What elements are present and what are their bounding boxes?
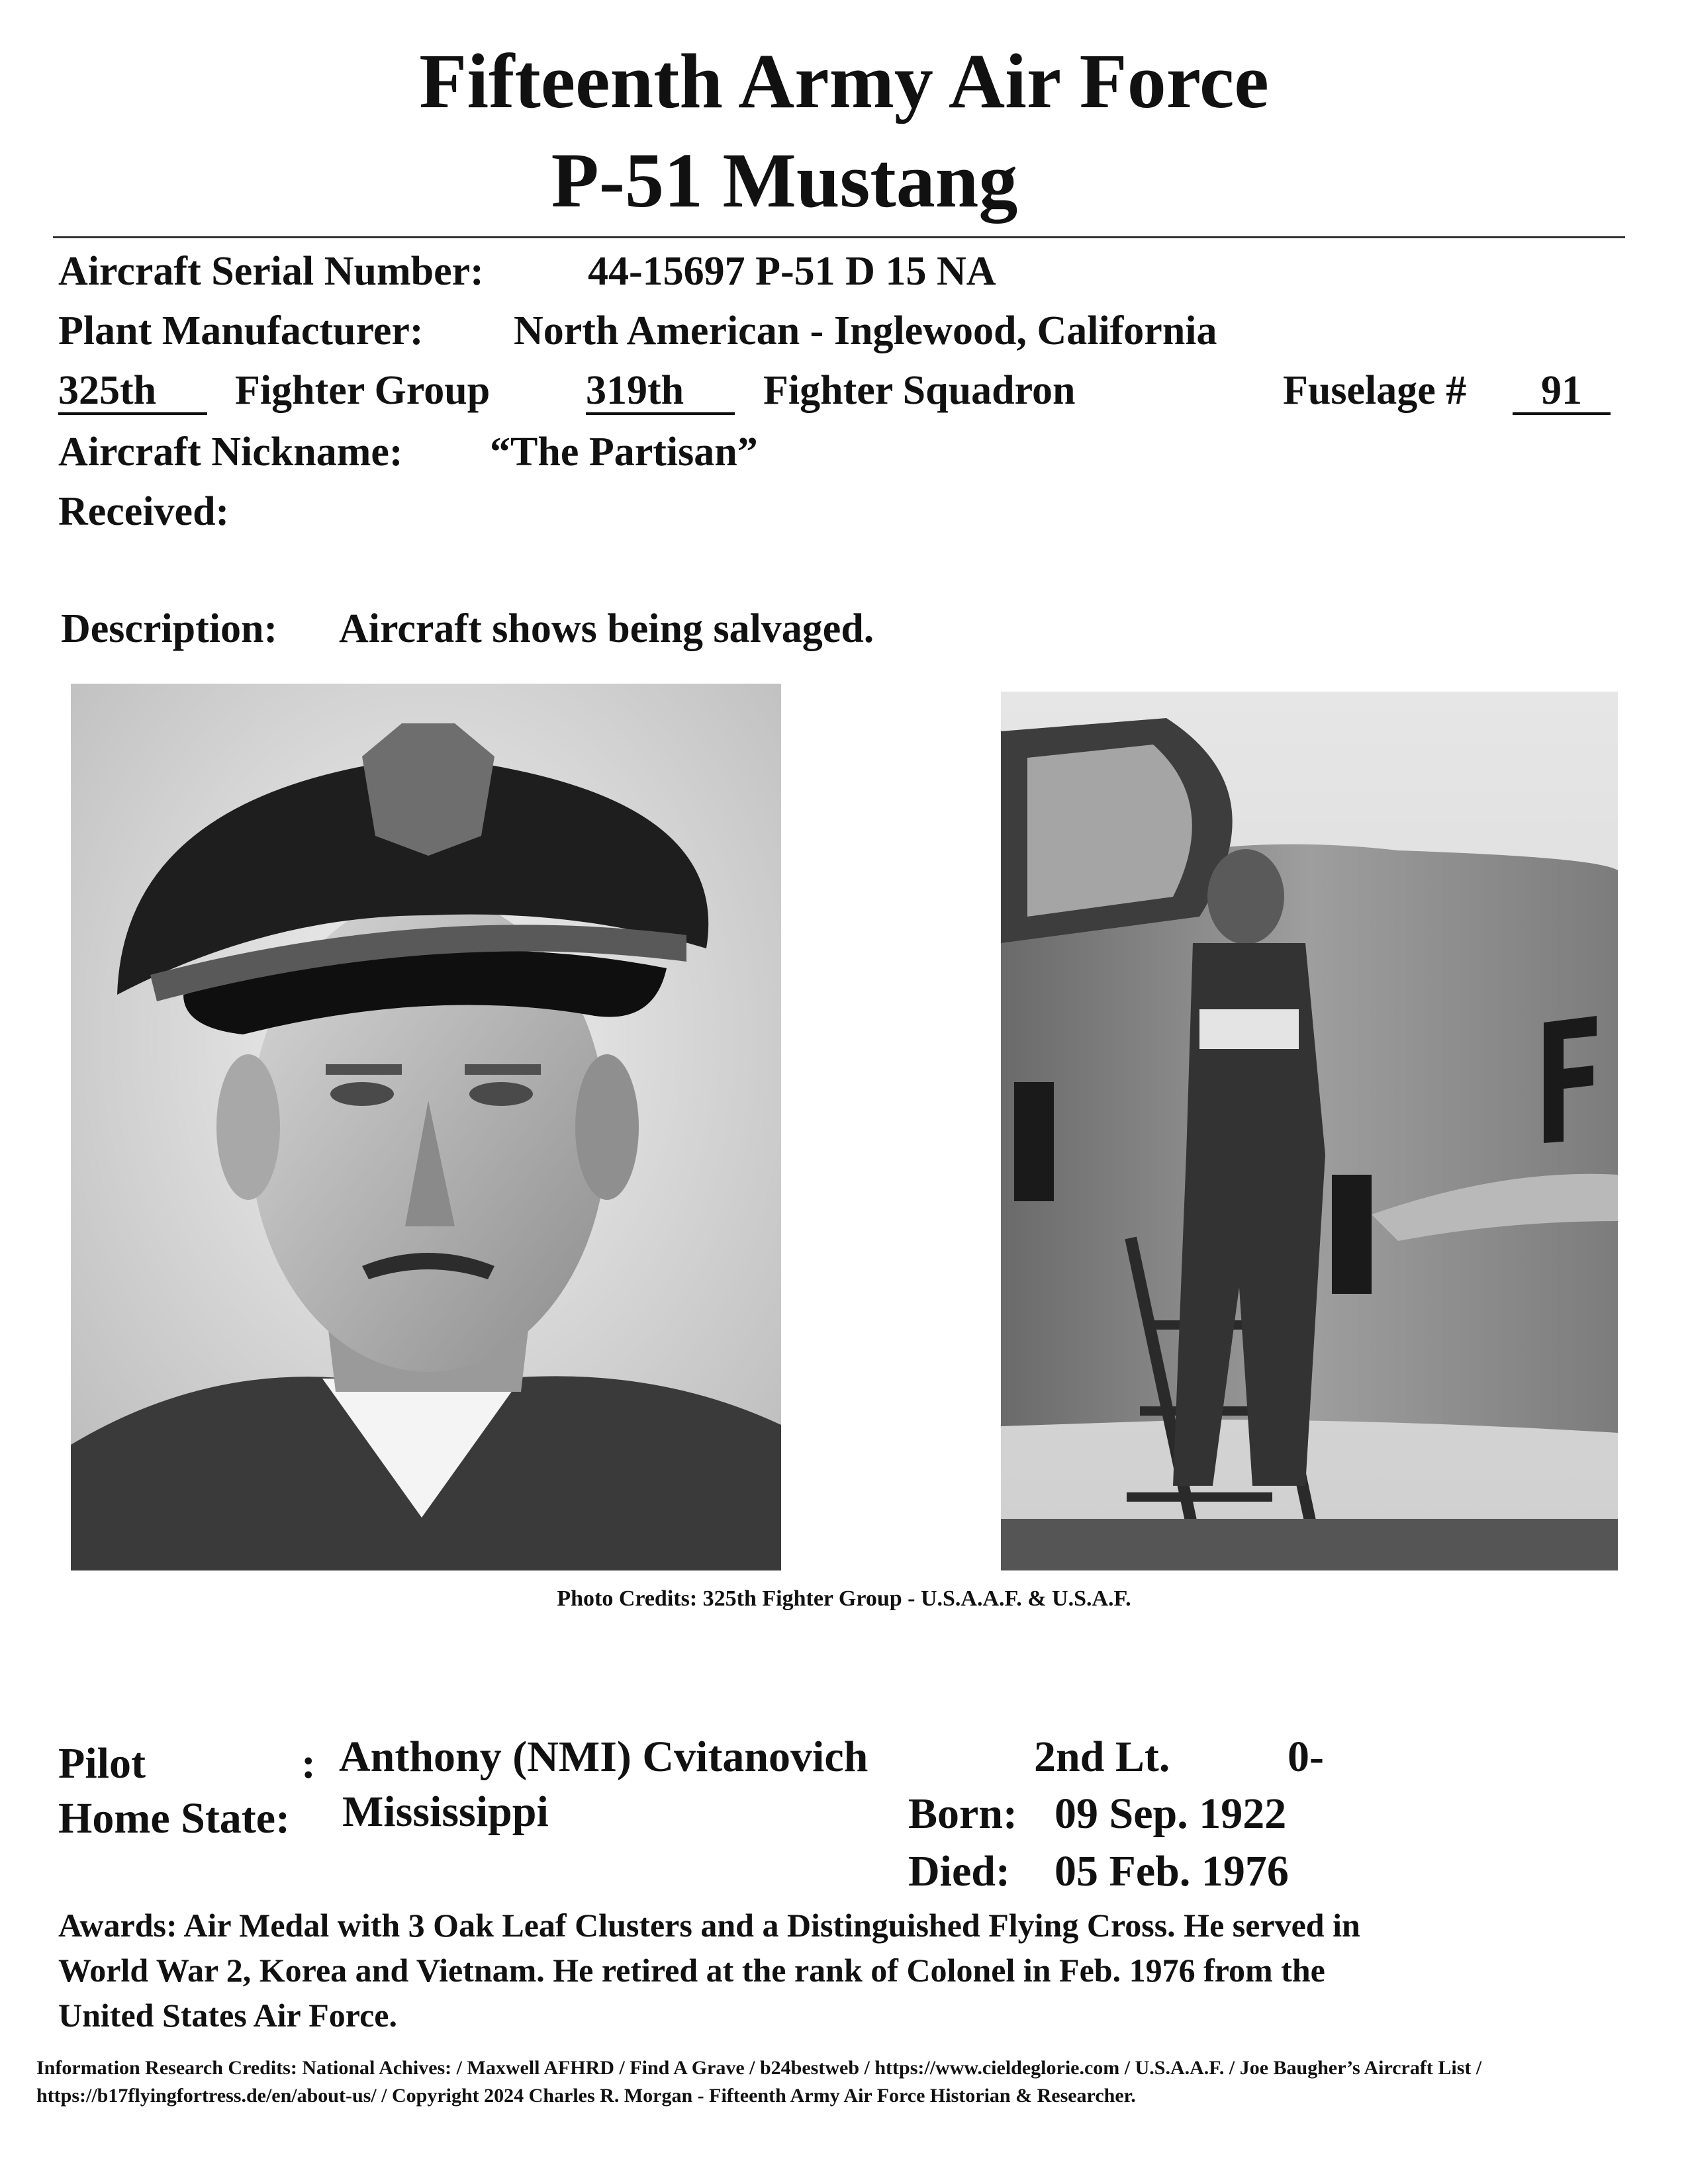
description-value: Aircraft shows being salvaged. xyxy=(339,606,874,651)
pilot-portrait-photo xyxy=(71,684,781,1570)
serial-label: Aircraft Serial Number: xyxy=(58,249,484,294)
squadron-number xyxy=(586,367,735,415)
research-credits-line-2: https://b17flyingfortress.de/en/about-us/ / Copyright 2024 Charles R. Morgan - Fifteenth Army Air Force Historian & Researcher. xyxy=(36,2085,1136,2107)
research-credits-line-1: Information Research Credits: National Achives: / Maxwell AFHRD / Find A Grave / b24bestweb / https://www.cieldeglorie.com / U.S.A.A.F. / Joe Baugher’s Aircraft List / xyxy=(36,2057,1482,2079)
pilot-colon: : xyxy=(301,1739,316,1788)
photo-credits: Photo Credits: 325th Fighter Group - U.S.A.A.F. & U.S.A.F. xyxy=(557,1586,1131,1611)
pilot-name: Anthony (NMI) Cvitanovich xyxy=(339,1733,868,1781)
fuselage-value: 91 xyxy=(1513,369,1611,415)
squadron-value: 319th xyxy=(586,369,735,415)
born-label: Born: xyxy=(908,1790,1017,1838)
received-label: Received: xyxy=(58,489,230,534)
awards-line-3: United States Air Force. xyxy=(58,1997,397,2034)
header-divider xyxy=(53,236,1625,238)
home-state-value: Mississippi xyxy=(342,1788,549,1836)
awards-line-2: World War 2, Korea and Vietnam. He retired at the rank of Colonel in Feb. 1976 from the xyxy=(58,1952,1325,1989)
page-subtitle: P-51 Mustang xyxy=(551,137,1018,224)
died-value: 05 Feb. 1976 xyxy=(1055,1847,1289,1895)
squadron-label: Fighter Squadron xyxy=(763,368,1076,413)
pilot-aircraft-photo xyxy=(1001,692,1618,1570)
pilot-portrait-image xyxy=(71,684,781,1570)
pilot-serial: 0- xyxy=(1288,1733,1324,1781)
group-value: 325th xyxy=(58,369,207,415)
nickname-label: Aircraft Nickname: xyxy=(58,430,403,475)
group-label: Fighter Group xyxy=(235,368,491,413)
description-label: Description: xyxy=(61,606,278,651)
nickname-value: “The Partisan” xyxy=(490,430,758,475)
page-title: Fifteenth Army Air Force xyxy=(419,38,1269,124)
fuselage-label: Fuselage # xyxy=(1283,368,1467,413)
pilot-aircraft-image xyxy=(1001,692,1618,1570)
fuselage-number xyxy=(1513,367,1611,415)
serial-value: 44-15697 P-51 D 15 NA xyxy=(588,249,996,294)
plant-value: North American - Inglewood, California xyxy=(514,308,1217,353)
plant-label: Plant Manufacturer: xyxy=(58,308,424,353)
born-value: 09 Sep. 1922 xyxy=(1055,1790,1287,1838)
awards-line-1: Awards: Air Medal with 3 Oak Leaf Clusters and a Distinguished Flying Cross. He served in xyxy=(58,1907,1360,1944)
died-label: Died: xyxy=(908,1847,1010,1895)
group-number xyxy=(58,367,207,415)
pilot-rank: 2nd Lt. xyxy=(1034,1733,1170,1781)
pilot-label: Pilot xyxy=(58,1739,146,1788)
home-state-label: Home State: xyxy=(58,1794,291,1843)
